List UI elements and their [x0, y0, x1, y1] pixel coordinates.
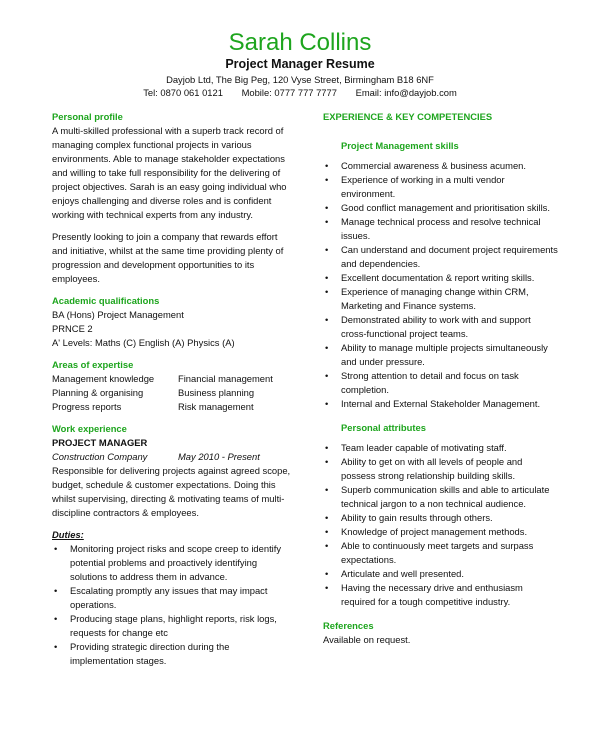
work-heading: Work experience	[52, 423, 127, 434]
candidate-name: Sarah Collins	[228, 29, 372, 56]
expertise-item: Planning & organising	[52, 387, 144, 398]
list-item: • Commercial awareness & business acumen.	[323, 159, 558, 173]
pm-skills-list	[323, 159, 558, 411]
right-column	[323, 110, 558, 647]
list-item: • Providing strategic direction during the implementation stages.	[52, 640, 292, 668]
attributes-heading: Personal attributes	[341, 422, 426, 433]
duties-heading: Duties:	[52, 529, 84, 540]
pm-skills-heading: Project Management skills	[341, 140, 459, 151]
job-meta	[52, 450, 292, 464]
telephone: Tel: 0870 061 0121	[143, 87, 223, 98]
expertise-item: Financial management	[178, 373, 273, 384]
profile-heading: Personal profile	[52, 111, 123, 122]
references-text: Available on request.	[323, 634, 411, 645]
academic-heading: Academic qualifications	[52, 295, 160, 306]
list-item: • Strong attention to detail and focus on task completion.	[323, 369, 558, 397]
job-description: Responsible for delivering projects against agreed scope, budget, schedule & customer expectations. Doing this whilst supervising, directing & motivating teams of multi-discipline contractors & employees.	[52, 465, 291, 518]
list-item: • Excellent documentation & report writing skills.	[323, 271, 558, 285]
list-item: • Superb communication skills and able to articulate technical jargon to a non technical audience.	[323, 483, 558, 511]
profile-paragraph-2: Presently looking to join a company that rewards effort and initiative, whilst at the same time providing plenty of progression and development opportunities to its employees.	[52, 231, 284, 284]
expertise-heading: Areas of expertise	[52, 359, 134, 370]
list-item: • Ability to get on with all levels of people and possess strong relationship building skills.	[323, 455, 558, 483]
mobile: Mobile: 0777 777 7777	[241, 87, 337, 98]
list-item: • Ability to gain results through others.	[323, 511, 558, 525]
contact-line	[0, 86, 600, 99]
job-company: Construction Company	[52, 451, 148, 462]
list-item: • Knowledge of project management methods.	[323, 525, 558, 539]
duties-list	[52, 542, 292, 668]
list-item: • Ability to manage multiple projects simultaneously and under pressure.	[323, 341, 558, 369]
list-item: • Producing stage plans, highlight reports, risk logs, requests for change etc	[52, 612, 292, 640]
expertise-item: Risk management	[178, 401, 254, 412]
academic-item: PRNCE 2	[52, 323, 93, 334]
profile-paragraph-1: A multi-skilled professional with a superb track record of managing complex functional projects in various environments. Able to manage stakeholder expectations and willing to take full responsibility for the delivering of project objectives. Sarah is an easy going individual who enjoys challenging and diverse roles and is confident working with technical experts from any industry.	[52, 125, 287, 220]
expertise-item: Management knowledge	[52, 373, 155, 384]
expertise-item: Progress reports	[52, 401, 122, 412]
list-item: • Good conflict management and prioritisation skills.	[323, 201, 558, 215]
list-item: • Can understand and document project requirements and dependencies.	[323, 243, 558, 271]
left-column	[52, 110, 292, 668]
list-item: • Demonstrated ability to work with and support cross-functional project teams.	[323, 313, 558, 341]
expertise-grid	[52, 372, 292, 414]
job-title: PROJECT MANAGER	[52, 437, 148, 448]
list-item: • Experience of working in a multi vendor environment.	[323, 173, 558, 201]
list-item: • Experience of managing change within CRM, Marketing and Finance systems.	[323, 285, 558, 313]
email: Email: info@dayjob.com	[355, 87, 457, 98]
academic-item: A' Levels: Maths (C) English (A) Physics (A)	[52, 337, 235, 348]
list-item: • Able to continuously meet targets and surpass expectations.	[323, 539, 558, 567]
list-item: • Manage technical process and resolve technical issues.	[323, 215, 558, 243]
resume-title: Project Manager Resume	[225, 57, 375, 71]
list-item: • Monitoring project risks and scope creep to identify potential problems and proactively identifying solutions to address them in advance.	[52, 542, 292, 584]
academic-item: BA (Hons) Project Management	[52, 309, 184, 320]
list-item: • Articulate and well presented.	[323, 567, 558, 581]
competencies-heading: EXPERIENCE & KEY COMPETENCIES	[323, 111, 493, 122]
list-item: • Team leader capable of motivating staff.	[323, 441, 558, 455]
attributes-list	[323, 441, 558, 609]
expertise-item: Business planning	[178, 387, 255, 398]
address-line: Dayjob Ltd, The Big Peg, 120 Vyse Street, Birmingham B18 6NF	[166, 74, 434, 85]
references-heading: References	[323, 620, 374, 631]
job-dates: May 2010 - Present	[178, 451, 260, 462]
list-item: • Escalating promptly any issues that may impact operations.	[52, 584, 292, 612]
list-item: • Internal and External Stakeholder Management.	[323, 397, 558, 411]
list-item: • Having the necessary drive and enthusiasm required for a tough competitive industry.	[323, 581, 558, 609]
